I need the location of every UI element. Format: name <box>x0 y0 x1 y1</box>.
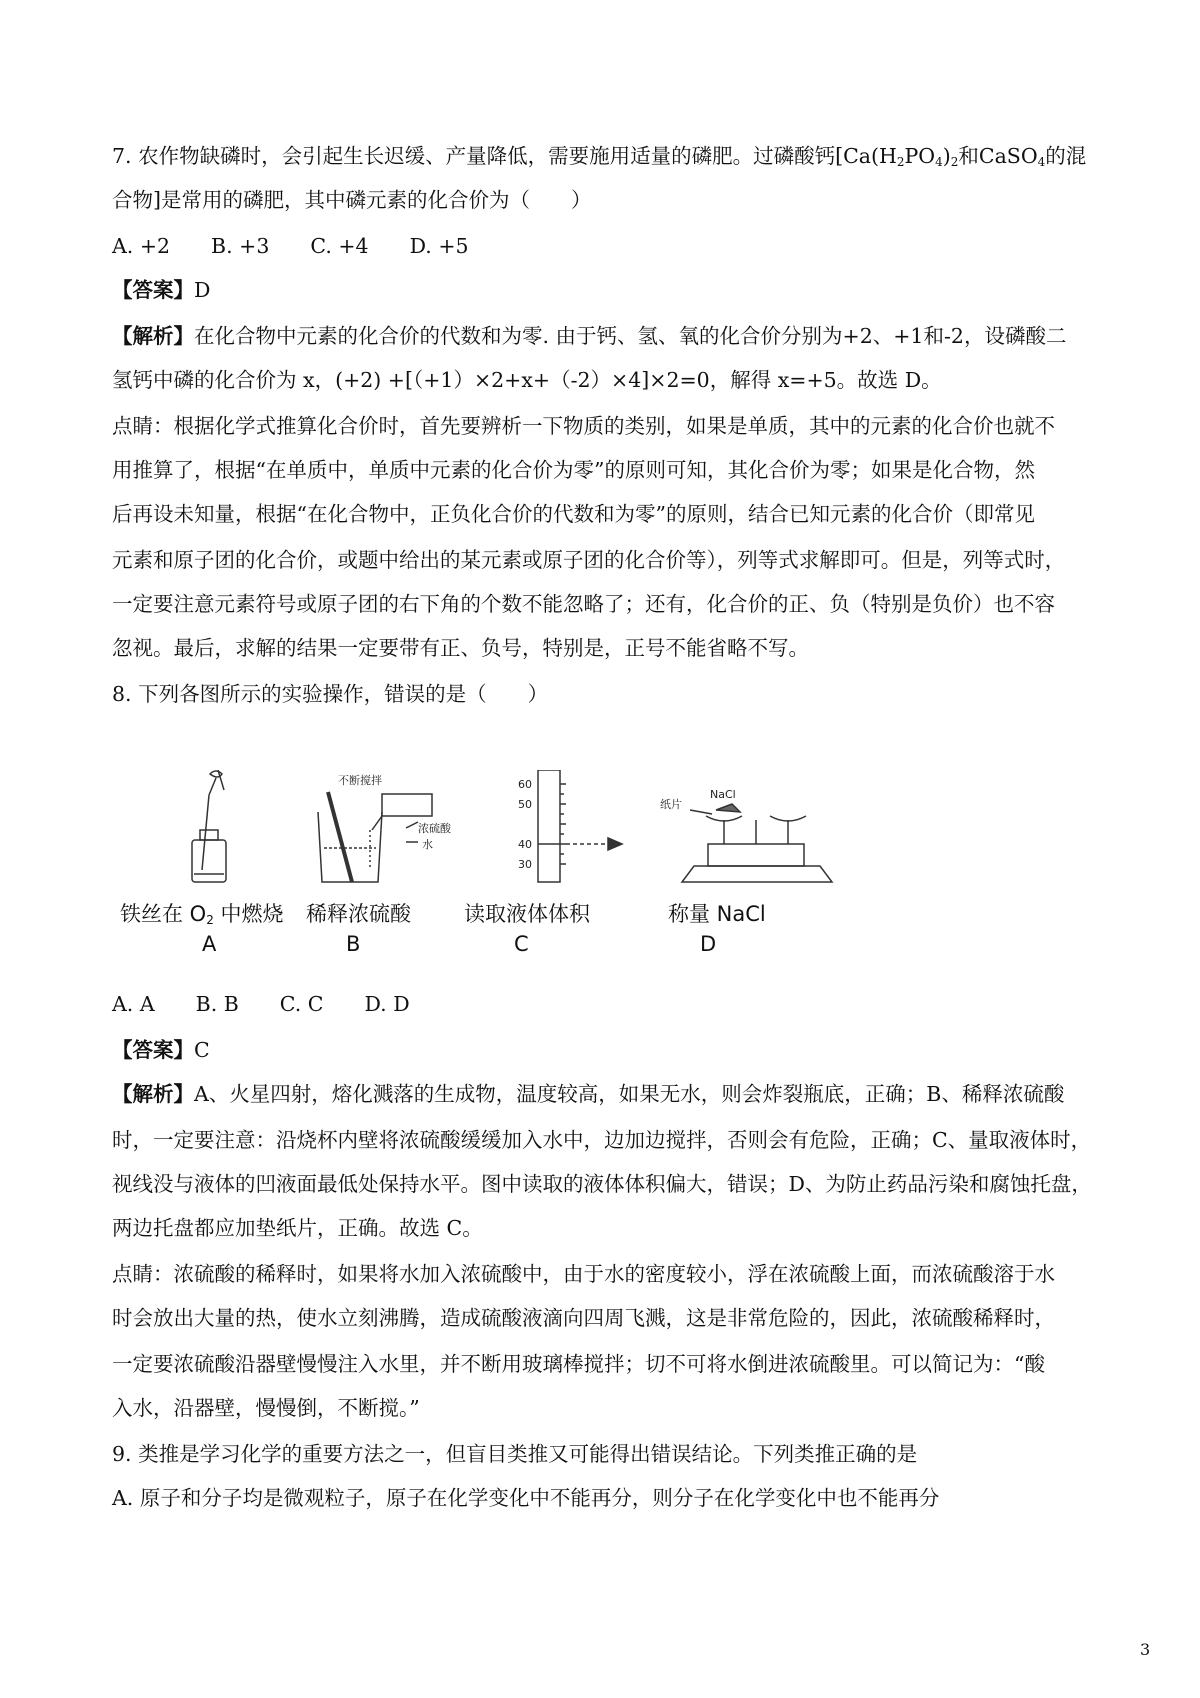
q8-answer: 【答案】C <box>112 1038 210 1062</box>
q8-tip-line4: 入水，沿器壁，慢慢倒，不断搅。” <box>112 1396 420 1420</box>
caption-a: 铁丝在 $O_2$ 中燃烧 <box>120 902 284 927</box>
label-paper: 纸片 <box>660 798 682 811</box>
tick-60: 60 <box>518 778 532 791</box>
q8-analysis-line2: 时，一定要注意：沿烧杯内壁将浓硫酸缓缓加入水中，边加边搅拌，否则会有危险，正确；C、量取液体时， <box>112 1128 1092 1152</box>
q7-answer: 【答案】D <box>112 278 211 302</box>
q7-tip-line6: 忽视。最后，求解的结果一定要带有正、负号，特别是，正号不能省略不写。 <box>112 636 809 660</box>
iron-wire-bottle-diagram <box>192 770 226 882</box>
q7-options: A. +2 B. +3 C. +4 D. +5 <box>112 234 469 258</box>
q7-tip-line2: 用推算了，根据“在单质中，单质中元素的化合价为零”的原则可知，其化合价为零；如果是化合物，然 <box>112 458 1035 482</box>
q7-stem-line1: 7. 农作物缺磷时，会引起生长迟缓、产量降低，需要施用适量的磷肥。过磷酸钙[$Ca(H_2PO_4)_2$和CaSO$_4$的混 <box>112 144 1087 169</box>
caption-d: 称量 NaCl <box>668 902 766 926</box>
q8-stem: 8. 下列各图所示的实验操作，错误的是（ ） <box>112 682 549 706</box>
caption-b: 稀释浓硫酸 <box>306 902 411 926</box>
letter-a: A <box>202 932 217 956</box>
label-nacl: NaCl <box>710 788 736 801</box>
q7-tip-line1: 点睛：根据化学式推算化合价时，首先要辨析一下物质的类别，如果是单质，其中的元素的化合价也就不 <box>112 414 1055 438</box>
page-number: 3 <box>1140 1640 1151 1659</box>
q7-tip-line3: 后再设未知量，根据“在化合物中，正负化合价的代数和为零”的原则，结合已知元素的化合价（即常见 <box>112 502 1035 526</box>
letter-b: B <box>346 932 361 956</box>
q8-tip-line1: 点睛：浓硫酸的稀释时，如果将水加入浓硫酸中，由于水的密度较小，浮在浓硫酸上面，而浓硫酸溶于水 <box>112 1262 1055 1286</box>
q8-figure <box>120 770 840 960</box>
q8-analysis-line4: 两边托盘都应加垫纸片，正确。故选 C。 <box>112 1216 483 1240</box>
q9-option-a: A. 原子和分子均是微观粒子，原子在化学变化中不能再分，则分子在化学变化中也不能再分 <box>112 1486 940 1510</box>
tick-50: 50 <box>518 798 532 811</box>
q7-tip-line5: 一定要注意元素符号或原子团的右下角的个数不能忽略了；还有，化合价的正、负（特别是负价）也不容 <box>112 592 1055 616</box>
label-stir: 不断搅拌 <box>338 774 382 787</box>
q7-analysis-line2: 氢钙中磷的化合价为 x，(+2) +[（+1）×2+x+（-2）×4]×2=0，解得 x=+5。故选 D。 <box>112 368 942 392</box>
balance-diagram <box>682 804 832 882</box>
q8-tip-line3: 一定要浓硫酸沿器壁慢慢注入水里，并不断用玻璃棒搅拌；切不可将水倒进浓硫酸里。可以简记为：“酸 <box>112 1352 1045 1376</box>
graduated-cylinder-diagram <box>538 770 622 882</box>
q8-tip-line2: 时会放出大量的热，使水立刻沸腾，造成硫酸液滴向四周飞溅，这是非常危险的，因此，浓硫酸稀释时， <box>112 1306 1055 1330</box>
caption-c: 读取液体体积 <box>464 902 590 926</box>
letter-c: C <box>514 932 529 956</box>
q8-analysis-line1: 【解析】A、火星四射，熔化溅落的生成物，温度较高，如果无水，则会炸裂瓶底，正确；B、稀释浓硫酸 <box>112 1082 1065 1106</box>
letter-d: D <box>700 932 717 956</box>
q8-figure-drawings <box>120 770 840 890</box>
label-acid: 浓硫酸 <box>418 822 451 835</box>
q9-stem: 9. 类推是学习化学的重要方法之一，但盲目类推又可能得出错误结论。下列类推正确的是 <box>112 1442 918 1466</box>
q7-stem-line2: 合物]是常用的磷肥，其中磷元素的化合价为（ ） <box>112 188 592 212</box>
q8-analysis-line3: 视线没与液体的凹液面最低处保持水平。图中读取的液体体积偏大，错误；D、为防止药品污染和腐蚀托盘， <box>112 1172 1092 1196</box>
label-water: 水 <box>422 838 433 851</box>
tick-30: 30 <box>518 858 532 871</box>
q7-analysis-line1: 【解析】在化合物中元素的化合价的代数和为零. 由于钙、氢、氧的化合价分别为+2、+1和-2，设磷酸二 <box>112 324 1067 348</box>
tick-40: 40 <box>518 838 532 851</box>
q7-tip-line4: 元素和原子团的化合价，或题中给出的某元素或原子团的化合价等），列等式求解即可。但是，列等式时， <box>112 548 1066 572</box>
q8-options: A. A B. B C. C D. D <box>112 992 410 1016</box>
dilute-acid-diagram <box>318 792 432 882</box>
